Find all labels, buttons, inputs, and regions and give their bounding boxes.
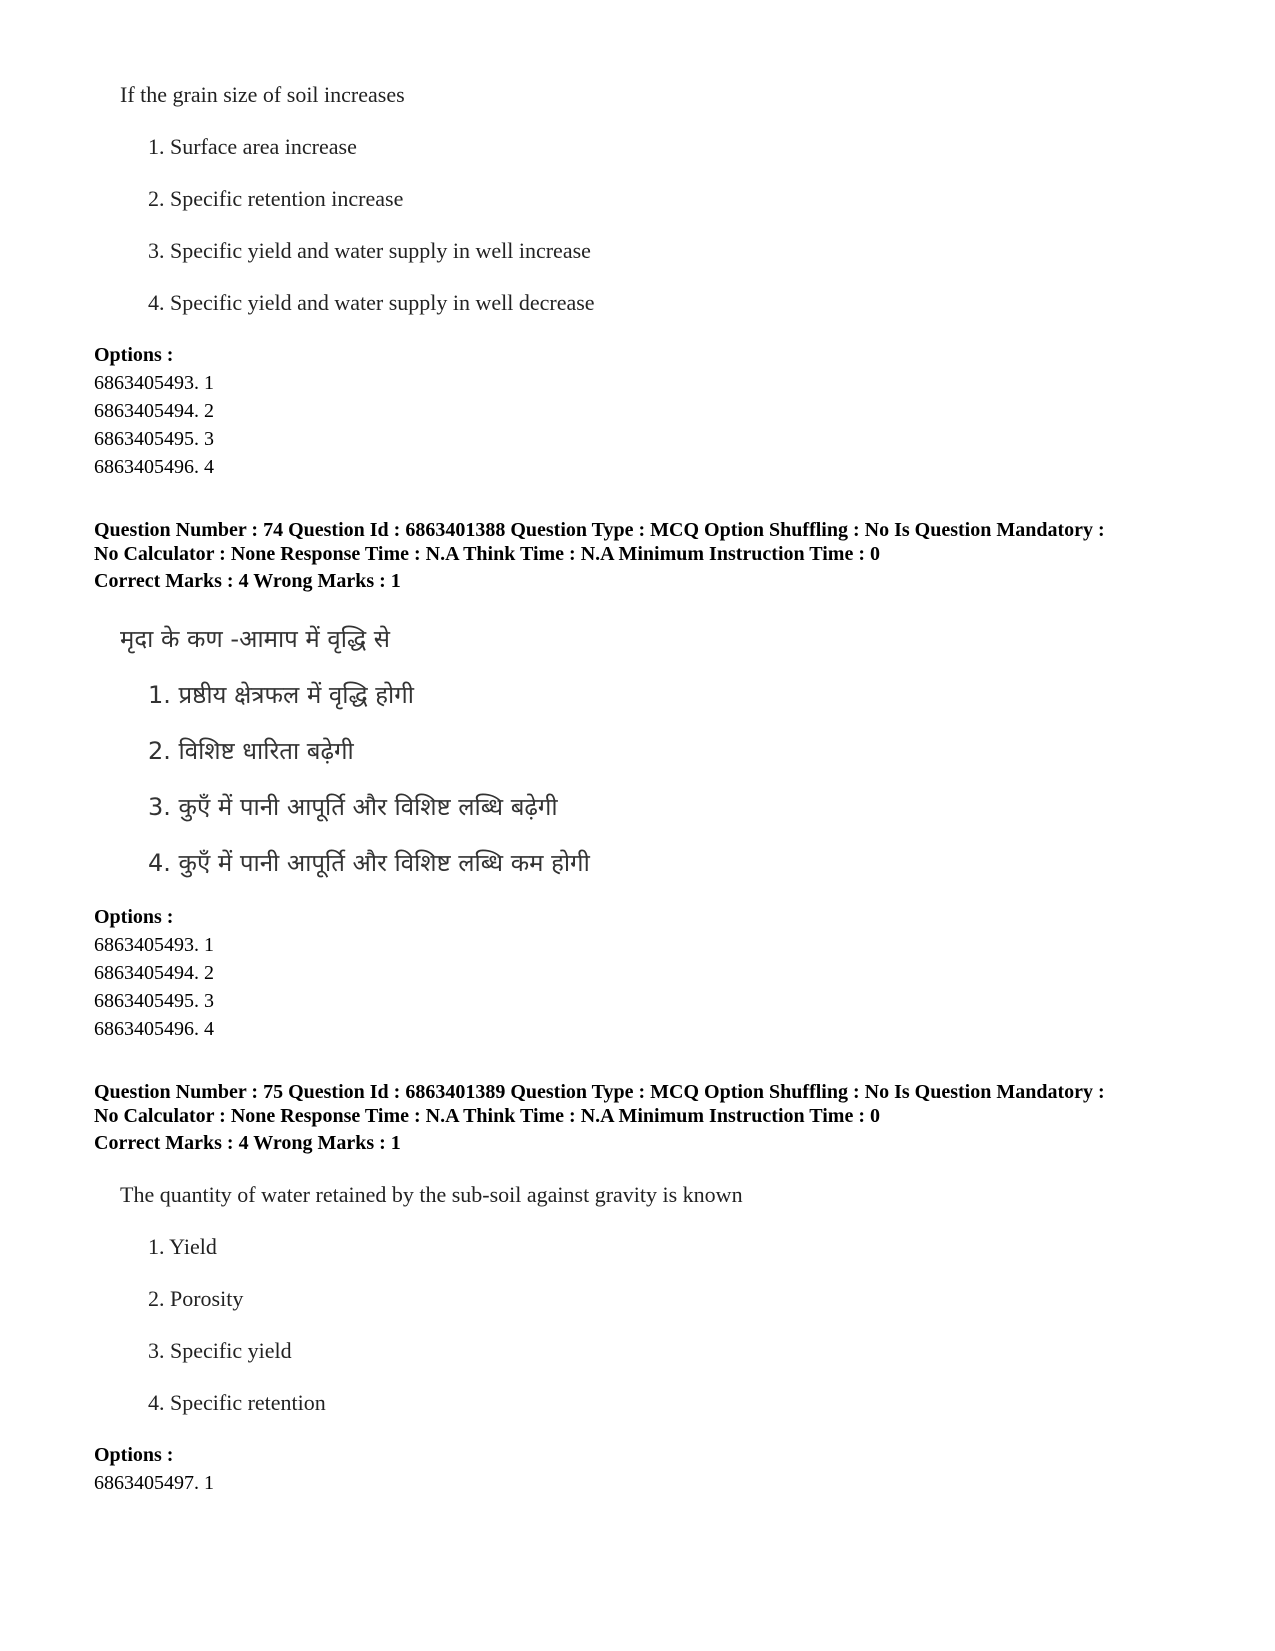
options-title: Options : <box>94 1444 174 1466</box>
choice-4: 4. Specific retention <box>148 1390 326 1415</box>
choice-2: 2. Porosity <box>148 1286 244 1311</box>
option-line: 6863405496. 4 <box>94 456 214 478</box>
choice-4: 4. कुएँ में पानी आपूर्ति और विशिष्ट लब्धि कम होगी <box>148 849 590 877</box>
option-line: 6863405494. 2 <box>94 962 214 984</box>
question-meta-line-1: Question Number : 75 Question Id : 6863401389 Question Type : MCQ Option Shuffling : No Is Question Mandatory : <box>94 1081 1105 1103</box>
options-title: Options : <box>94 906 174 928</box>
question-stem: मृदा के कण -आमाप में वृद्धि से <box>120 625 391 653</box>
choice-3: 3. Specific yield and water supply in well increase <box>148 238 591 263</box>
option-line: 6863405497. 1 <box>94 1472 214 1494</box>
option-line: 6863405493. 1 <box>94 934 214 956</box>
question-marks: Correct Marks : 4 Wrong Marks : 1 <box>94 570 401 592</box>
question-meta-line-2: No Calculator : None Response Time : N.A Think Time : N.A Minimum Instruction Time : 0 <box>94 543 880 565</box>
option-line: 6863405494. 2 <box>94 400 214 422</box>
option-line: 6863405495. 3 <box>94 990 214 1012</box>
choice-2: 2. Specific retention increase <box>148 186 404 211</box>
question-stem: If the grain size of soil increases <box>120 82 405 107</box>
choice-1: 1. Surface area increase <box>148 134 357 159</box>
question-meta-line-1: Question Number : 74 Question Id : 6863401388 Question Type : MCQ Option Shuffling : No Is Question Mandatory : <box>94 519 1105 541</box>
question-marks: Correct Marks : 4 Wrong Marks : 1 <box>94 1132 401 1154</box>
choice-3: 3. Specific yield <box>148 1338 292 1363</box>
option-line: 6863405496. 4 <box>94 1018 214 1040</box>
choice-1: 1. प्रष्ठीय क्षेत्रफल में वृद्धि होगी <box>148 681 414 709</box>
choice-1: 1. Yield <box>148 1234 217 1259</box>
option-line: 6863405493. 1 <box>94 372 214 394</box>
question-stem: The quantity of water retained by the sub-soil against gravity is known <box>120 1182 743 1207</box>
option-line: 6863405495. 3 <box>94 428 214 450</box>
question-meta-line-2: No Calculator : None Response Time : N.A Think Time : N.A Minimum Instruction Time : 0 <box>94 1105 880 1127</box>
choice-4: 4. Specific yield and water supply in well decrease <box>148 290 595 315</box>
choice-3: 3. कुएँ में पानी आपूर्ति और विशिष्ट लब्धि बढ़ेगी <box>148 793 558 821</box>
choice-2: 2. विशिष्ट धारिता बढ़ेगी <box>148 737 354 765</box>
options-title: Options : <box>94 344 174 366</box>
